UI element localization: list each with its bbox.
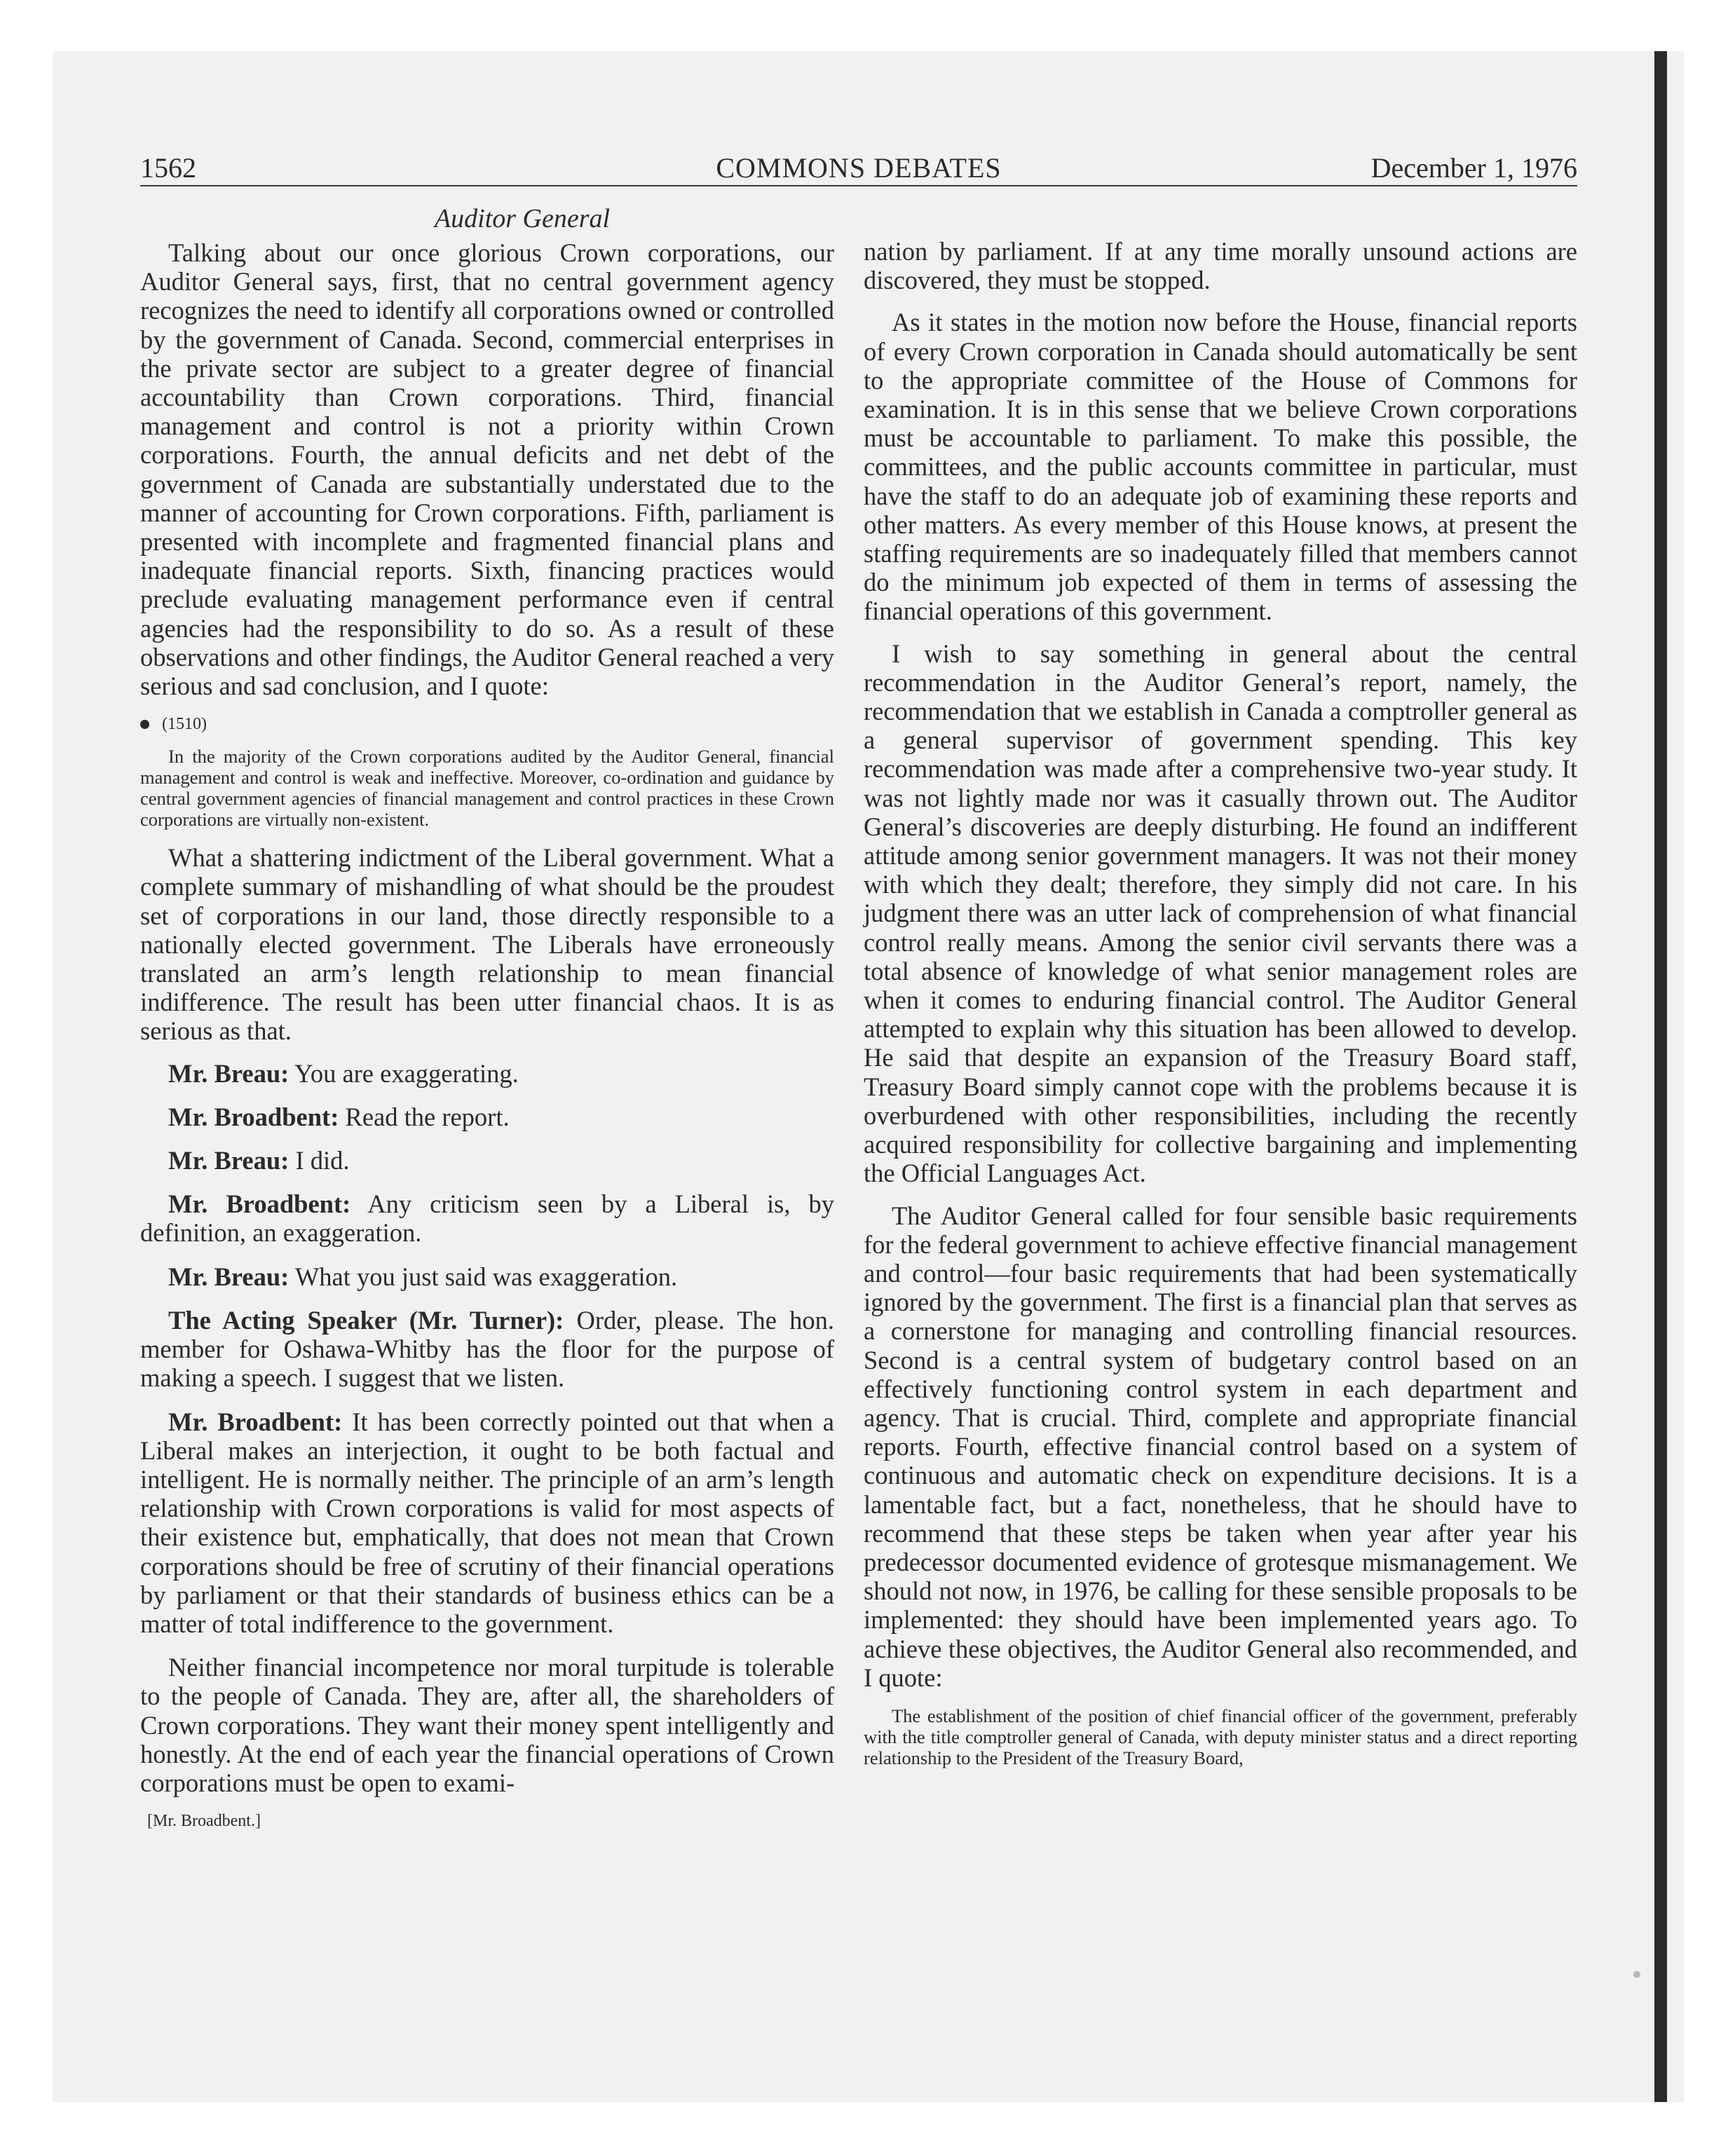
speech-text: What you just said was exaggeration. bbox=[294, 1262, 678, 1291]
publication-title: COMMONS DEBATES bbox=[716, 152, 1002, 184]
issue-date: December 1, 1976 bbox=[1370, 152, 1577, 184]
speech-exchange bbox=[140, 1306, 834, 1393]
left-column bbox=[140, 199, 834, 1831]
speaker-name: The Acting Speaker (Mr. Turner): bbox=[168, 1305, 564, 1335]
paragraph: Talking about our once glorious Crown corporations, our Auditor General says, first, that no central government agency recognizes the need to identify all corporations owned or controlled by the government of Canada. Second, commercial enterprises in the private sector are subject to a greater degree of financial accountability than Crown corporations. Third, financial management and control is not a priority within Crown corporations. Fourth, the annual deficits and net debt of the government of Canada are substantially understated due to the manner of accounting for Crown corporations. Fifth, parliament is presented with incomplete and fragmented financial plans and inadequate financial reports. Sixth, financing practices would preclude evaluating management performance even if central agencies had the responsibility to do so. As a result of these observations and other findings, the Auditor General reached a very serious and sad conclusion, and I quote: bbox=[140, 238, 834, 701]
speech-text: Read the report. bbox=[345, 1102, 510, 1131]
paragraph-continued: nation by parliament. If at any time morally unsound actions are discovered, they must be stopped. bbox=[864, 237, 1577, 295]
speech-exchange bbox=[140, 1262, 834, 1291]
block-quote: The establishment of the position of chief financial officer of the government, preferably with the title comptroller general of Canada, with deputy minister status and a direct reporting relationship to the President of the Treasury Board, bbox=[864, 1705, 1577, 1768]
speech-exchange bbox=[140, 1146, 834, 1175]
section-heading: Auditor General bbox=[434, 204, 611, 233]
speaker-name: Mr. Breau: bbox=[168, 1058, 290, 1088]
time-marker-text: (1510) bbox=[162, 715, 207, 734]
paragraph: What a shattering indictment of the Liberal government. What a complete summary of mishandling of what should be the proudest set of corporations in our land, those directly responsible to a nationally elected government. The Liberals have erroneously translated an arm’s length relationship to mean financial indifference. The result has been utter financial chaos. It is as serious as that. bbox=[140, 843, 834, 1046]
right-column bbox=[864, 237, 1577, 1782]
paragraph: I wish to say something in general about the central recommendation in the Auditor General’s report, namely, the recommendation that we establish in Canada a comptroller general as a general supervisor of government spending. This key recommendation was made after a comprehensive two-year study. It was not lightly made nor was it casually thrown out. The Auditor General’s discoveries are deeply disturbing. He found an indifferent attitude among senior government managers. It was not their money with which they dealt; therefore, they simply did not care. In his judgment there was an utter lack of comprehension of what financial control really means. Among the senior civil servants there was a total absence of knowledge of what senior management roles are when it comes to enduring financial control. The Auditor General attempted to explain why this situation has been allowed to develop. He said that despite an expansion of the Treasury Board staff, Treasury Board simply cannot cope with the problems because it is overburdened with other responsibilities, including the recently acquired responsibility for collective bargaining and implementing the Official Languages Act. bbox=[864, 639, 1577, 1188]
speaker-attribution: [Mr. Broadbent.] bbox=[147, 1812, 261, 1831]
paragraph: Neither financial incompetence nor moral turpitude is tolerable to the people of Canada. They are, after all, the shareholders of Crown corporations. They want their money spent intelligently and honestly. At the end of each year the financial operations of Crown corporations must be open to exami- bbox=[140, 1653, 834, 1797]
paragraph: The Auditor General called for four sensible basic requirements for the federal government to achieve effective financial management and control—four basic requirements that had been systematically ignored by the government. The first is a financial plan that serves as a cornerstone for managing and controlling financial resources. Second is a central system of budgetary control based on an effectively functioning control system in each department and agency. That is crucial. Third, complete and appropriate financial reports. Fourth, effective financial control based on a system of continuous and automatic check on expenditure decisions. It is a lamentable fact, but a fact, nonetheless, that he should have to recommend that these steps be taken when year after year his predecessor documented evidence of grotesque mismanagement. We should not now, in 1976, be calling for these sensible proposals to be implemented: they should have been implemented years ago. To achieve these objectives, the Auditor General also recommended, and I quote: bbox=[864, 1201, 1577, 1692]
speaker-name: Mr. Broadbent: bbox=[168, 1407, 343, 1436]
speech-exchange bbox=[140, 1407, 834, 1639]
scan-speck bbox=[1633, 1971, 1640, 1978]
speech-text: You are exaggerating. bbox=[294, 1058, 519, 1088]
speech-exchange bbox=[140, 1059, 834, 1088]
time-marker bbox=[140, 714, 834, 735]
speech-exchange bbox=[140, 1189, 834, 1247]
speech-text: It has been correctly pointed out that when a Liberal makes an interjection, it ought to be both factual and intelligent. He is normally neither. The principle of an arm’s length relationship with Crown corporations is valid for most aspects of their existence but, emphatically, that does not mean that Crown corporations should be free of scrutiny of their financial operations by parliament or that their standards of business ethics can be a matter of total indifference to the government. bbox=[140, 1407, 834, 1638]
speaker-name: Mr. Breau: bbox=[168, 1146, 290, 1175]
scan-edge-shadow bbox=[1654, 51, 1667, 2102]
paragraph: As it states in the motion now before the House, financial reports of every Crown corporation in Canada should automatically be sent to the appropriate committee of the House of Commons for examination. It is in this sense that we believe Crown corporations must be accountable to parliament. To make this possible, the committees, and the public accounts committee in particular, must have the staff to do an adequate job of examining these reports and other matters. As every member of this House knows, at present the staffing requirements are so inadequately filled that members cannot do the minimum job expected of them in terms of assessing the financial operations of this government. bbox=[864, 308, 1577, 626]
speaker-name: Mr. Breau: bbox=[168, 1262, 290, 1291]
bullet-icon bbox=[140, 720, 149, 729]
speech-text: Order, please. The hon. member for Oshawa-Whitby has the floor for the purpose of making a speech. I suggest that we listen. bbox=[140, 1305, 834, 1393]
block-quote: In the majority of the Crown corporations audited by the Auditor General, financial management and control is weak and ineffective. Moreover, co-ordination and guidance by central government agencies of financial management and control practices in these Crown corporations are virtually non-existent. bbox=[140, 746, 834, 831]
speaker-name: Mr. Broadbent: bbox=[168, 1189, 351, 1219]
page-number: 1562 bbox=[140, 152, 196, 184]
speech-text: I did. bbox=[295, 1146, 350, 1175]
speech-exchange bbox=[140, 1103, 834, 1131]
speech-text: Any criticism seen by a Liberal is, by definition, an exaggeration. bbox=[140, 1189, 834, 1248]
page-header bbox=[140, 149, 1577, 188]
speaker-name: Mr. Broadbent: bbox=[168, 1102, 339, 1131]
header-rule bbox=[140, 185, 1577, 186]
